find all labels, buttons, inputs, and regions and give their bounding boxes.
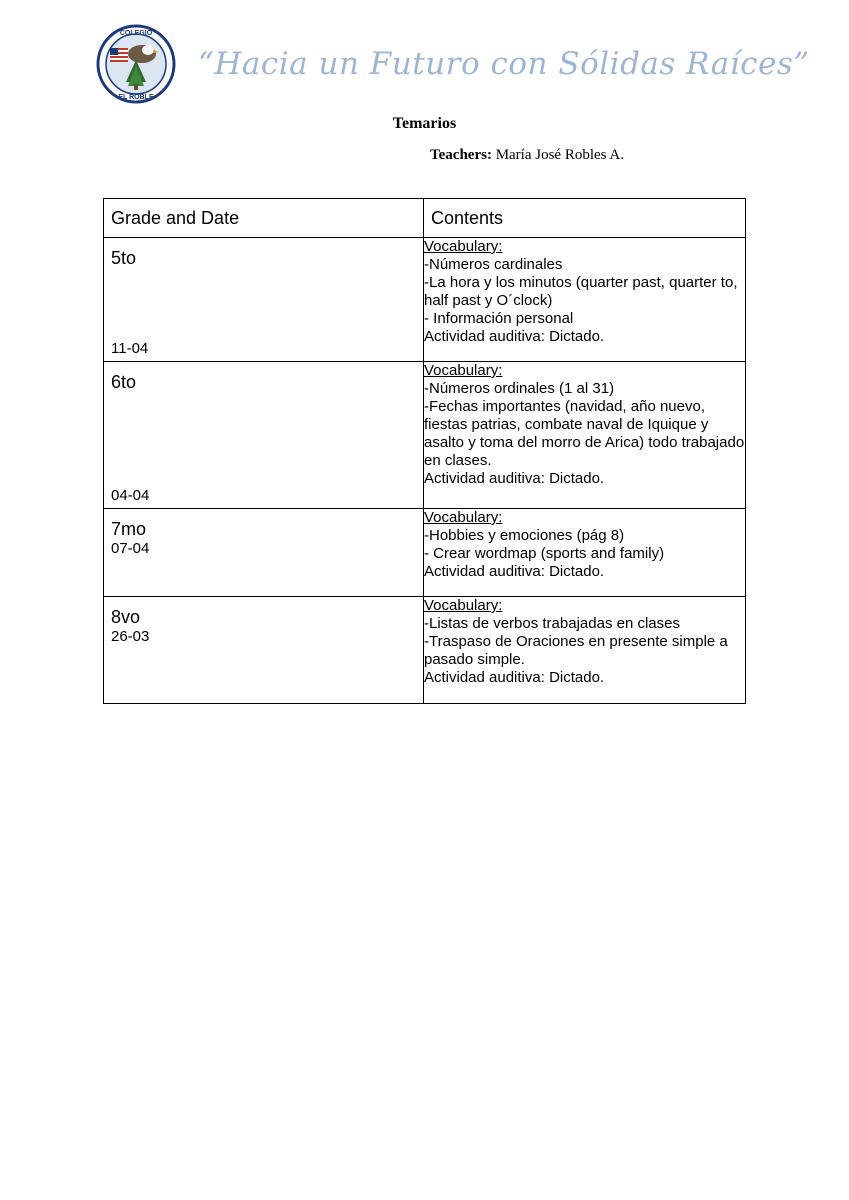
date-label: 04-04 [111,487,150,504]
content-line: Actividad auditiva: Dictado. [424,563,605,580]
school-motto: “Hacia un Futuro con Sólidas Raíces” [198,46,810,82]
table-row [104,238,746,362]
content-line: - Crear wordmap (sports and family) [424,545,665,562]
content-line: -Fechas importantes (navidad, año nuevo, fiestas patrias, combate naval de Iquique y asalto y toma del morro de Arica) todo trabajado en clases. [424,398,745,469]
contents-cell [424,238,746,362]
syllabus-table [103,198,746,704]
content-line: -Números cardinales [424,256,563,273]
table-row [104,509,746,597]
contents-cell [424,362,746,509]
grade-cell [104,238,424,362]
vocabulary-label: Vocabulary: [424,362,503,379]
vocabulary-label: Vocabulary: [424,597,503,614]
table-row [104,597,746,704]
content-line: -Números ordinales (1 al 31) [424,380,615,397]
grade-label: 8vo [111,607,141,627]
header-label: Grade and Date [111,208,240,228]
header-label: Contents [431,208,504,228]
vocabulary-label: Vocabulary: [424,238,503,255]
page-header [0,0,849,110]
content-line: -Traspaso de Oraciones en presente simple a pasado simple. [424,633,728,668]
document-title: Temarios [392,115,457,132]
school-logo [96,24,176,104]
teachers-line [430,147,624,164]
grade-label: 7mo [111,519,147,539]
teachers-label: Teachers: [430,147,492,163]
date-label: 11-04 [111,340,149,357]
content-line: Actividad auditiva: Dictado. [424,669,605,686]
content-line: -La hora y los minutos (quarter past, quarter to, half past y O´clock) [424,274,738,309]
grade-label: 5to [111,248,137,268]
svg-text:EL ROBLE: EL ROBLE [118,94,154,101]
table-header-row [104,199,746,238]
header-grade-and-date [104,199,424,238]
header-contents [424,199,746,238]
grade-cell [104,509,424,597]
content-line: -Hobbies y emociones (pág 8) [424,527,625,544]
contents-cell [424,597,746,704]
content-line: -Listas de verbos trabajadas en clases [424,615,680,632]
teachers-value: María José Robles A. [495,147,625,163]
content-line: - Información personal [424,310,574,327]
grade-cell [104,362,424,509]
grade-label: 6to [111,372,137,392]
grade-cell [104,597,424,704]
vocabulary-label: Vocabulary: [424,509,503,526]
table-row [104,362,746,509]
content-line: Actividad auditiva: Dictado. [424,470,605,487]
date-label: 07-04 [111,540,150,557]
svg-text:COLEGIO: COLEGIO [119,30,153,37]
contents-cell [424,509,746,597]
date-label: 26-03 [111,628,150,645]
content-line: Actividad auditiva: Dictado. [424,328,605,345]
